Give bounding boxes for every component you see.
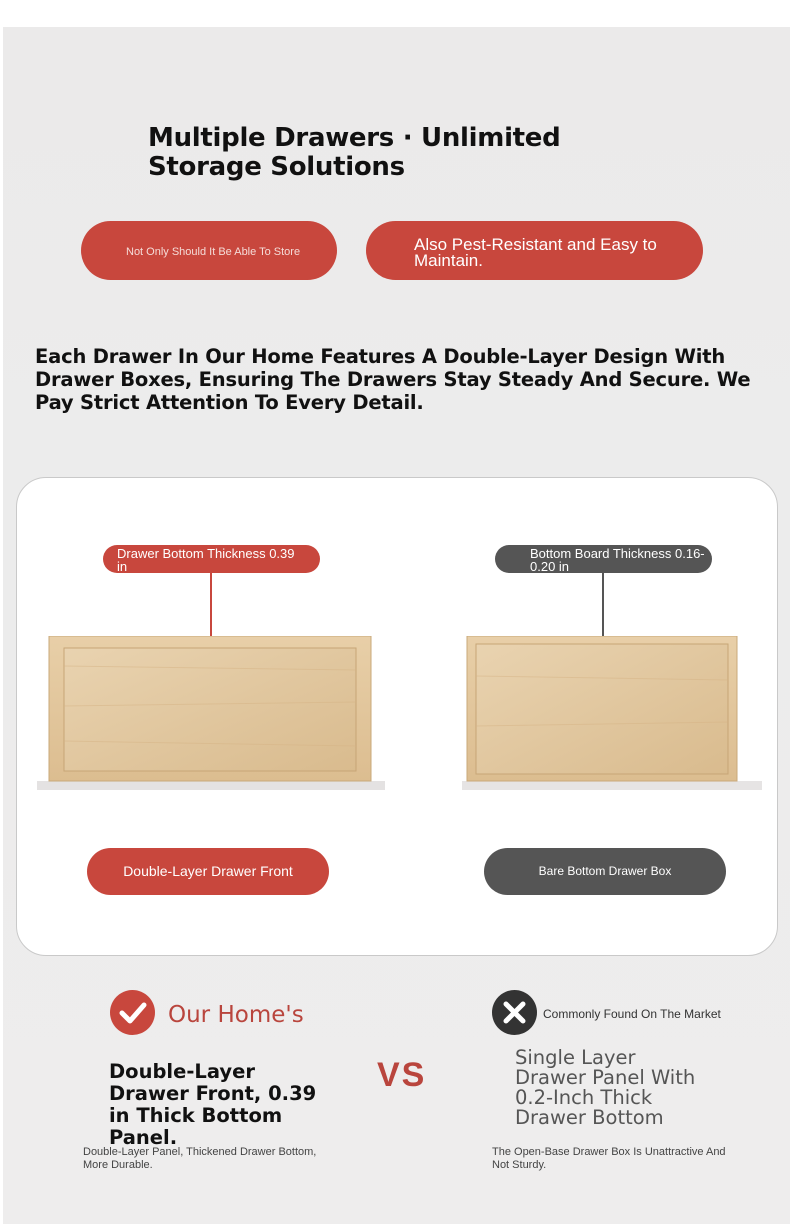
- ours-description: Double-Layer Panel, Thickened Drawer Bottom, More Durable.: [83, 1146, 317, 1171]
- thickness-tag-ours: [103, 545, 320, 573]
- label-bare-bottom-box: Bare Bottom Drawer Box: [484, 848, 726, 895]
- page-title: Multiple Drawers · Unlimited Storage Solutions: [148, 123, 561, 182]
- check-icon: [110, 990, 155, 1035]
- feature-pill-maintain: [366, 221, 703, 280]
- thickness-tag-market-label: Bottom Board Thickness 0.16-0.20 in: [530, 546, 705, 574]
- market-label: Commonly Found On The Market: [543, 1007, 721, 1021]
- feature-pill-store-label: Not Only Should It Be Able To Store: [126, 246, 301, 258]
- feature-pill-store: [81, 221, 337, 280]
- vs-label: VS: [377, 1056, 427, 1094]
- ours-label: Our Home's: [168, 1002, 304, 1028]
- feature-pill-maintain-label: Also Pest-Resistant and Easy to Maintain.: [414, 235, 657, 270]
- drawer-image-market: [462, 636, 777, 791]
- comparison-panel: [16, 477, 778, 956]
- ours-heading: Double-Layer Drawer Front, 0.39 in Thick Bottom Panel.: [109, 1060, 317, 1149]
- drawer-image-ours: [37, 636, 387, 791]
- thickness-tag-market: [495, 545, 712, 573]
- market-description: The Open-Base Drawer Box Is Unattractive And Not Sturdy.: [492, 1146, 726, 1171]
- label-double-layer-front: Double-Layer Drawer Front: [87, 848, 329, 895]
- intro-text: Each Drawer In Our Home Features A Double-Layer Design With Drawer Boxes, Ensuring The Drawers Stay Steady And Secure. We Pay Strict Attention To Every Detail.: [35, 345, 751, 414]
- thickness-tag-ours-label: Drawer Bottom Thickness 0.39 in: [117, 546, 295, 574]
- market-heading: Single Layer Drawer Panel With 0.2-Inch Thick Drawer Bottom: [515, 1046, 696, 1129]
- x-icon: [492, 990, 537, 1035]
